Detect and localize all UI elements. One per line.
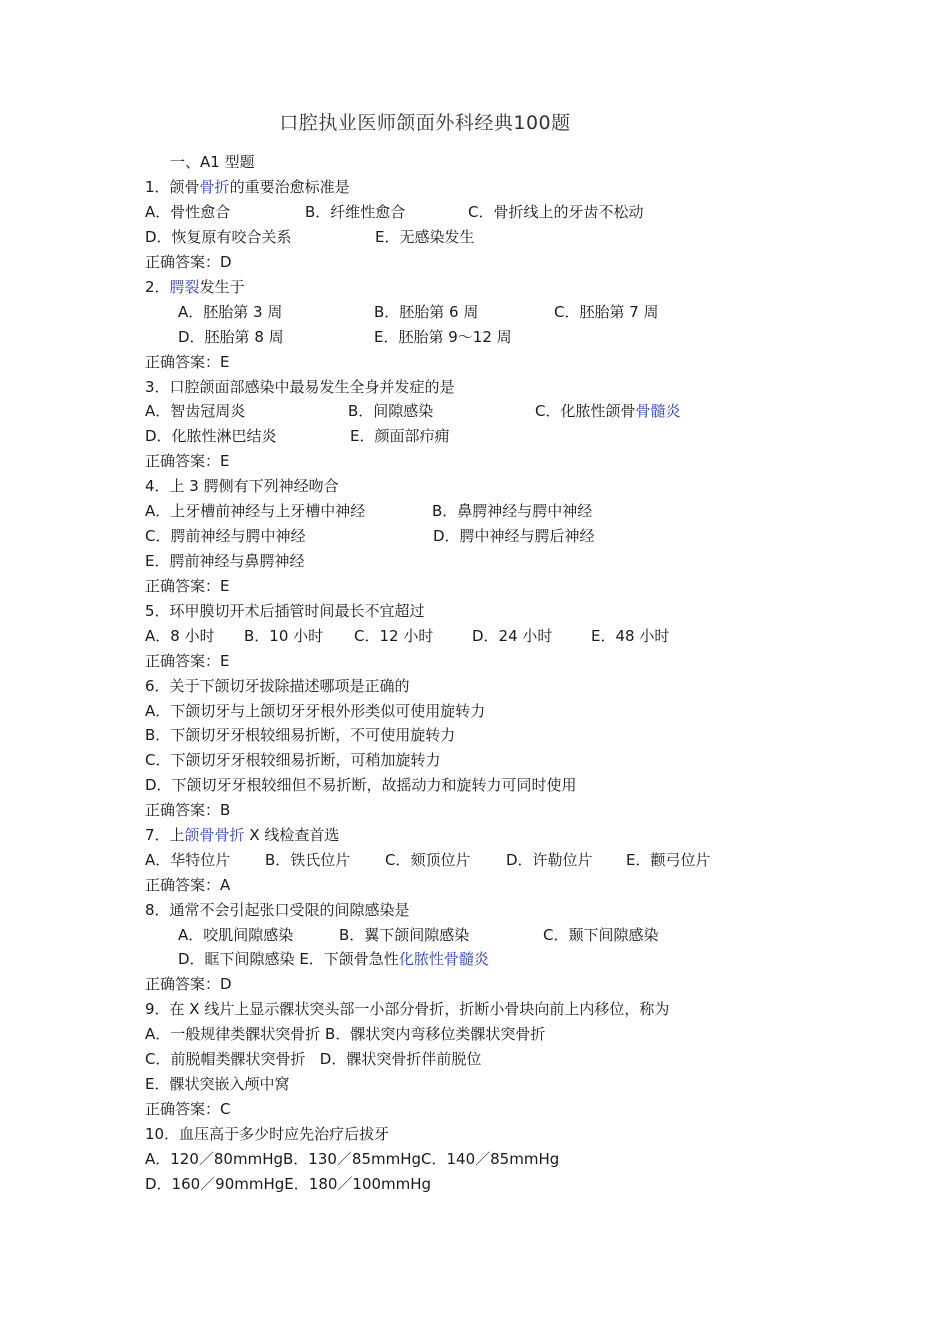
- option-c: C．12 小时: [354, 627, 434, 645]
- answer: 正确答案：E: [145, 353, 230, 371]
- question-3: 3．口腔颌面部感染中最易发生全身并发症的是: [145, 378, 455, 396]
- question-text: 发生于: [199, 278, 245, 296]
- answer: 正确答案：E: [145, 652, 230, 670]
- option-d: D．胚胎第 8 周: [178, 328, 284, 346]
- option-d: D．许勒位片: [506, 851, 593, 869]
- option-e: E．髁状突嵌入颅中窝: [145, 1075, 290, 1093]
- answer: 正确答案：A: [145, 876, 231, 894]
- question-text: X 线检查首选: [244, 826, 340, 844]
- option-b: B．纤维性愈合: [305, 203, 406, 221]
- question-text: 2．: [145, 278, 170, 296]
- question-9: 9．在 X 线片上显示髁状突头部一小部分骨折，折断小骨块向前上内移位，称为: [145, 1000, 670, 1018]
- question-8: 8．通常不会引起张口受限的间隙感染是: [145, 901, 410, 919]
- option-a: A．下颌切牙与上颌切牙牙根外形类似可使用旋转力: [145, 702, 486, 720]
- option-d: D．恢复原有咬合关系: [145, 228, 292, 246]
- option-b: B．10 小时: [244, 627, 324, 645]
- option-c: C．下颌切牙牙根较细易折断，可稍加旋转力: [145, 751, 441, 769]
- option-c: C．颏顶位片: [385, 851, 471, 869]
- answer: 正确答案：E: [145, 577, 230, 595]
- option-a: A．胚胎第 3 周: [178, 303, 283, 321]
- answer: 正确答案：B: [145, 801, 231, 819]
- option-text: D．眶下间隙感染 E．下颌骨急性: [178, 950, 399, 968]
- term-link[interactable]: 骨髓炎: [635, 402, 681, 420]
- document-title: 口腔执业医师颌面外科经典100题: [279, 112, 571, 134]
- option-a: A．智齿冠周炎: [145, 402, 246, 420]
- question-text: 的重要治愈标准是: [229, 178, 350, 196]
- option-a-b: A．一般规律类髁状突骨折 B．髁状突内弯移位类髁状突骨折: [145, 1025, 546, 1043]
- option-c: C．颞下间隙感染: [543, 926, 659, 944]
- question-7: [145, 825, 339, 845]
- option-e: E．颜面部疖痈: [350, 427, 450, 445]
- question-10: 10．血压高于多少时应先治疗后拔牙: [145, 1125, 390, 1143]
- option-a: A．咬肌间隙感染: [178, 926, 294, 944]
- option-text: C．化脓性颌骨: [535, 402, 636, 420]
- question-text: 1．颌骨: [145, 178, 200, 196]
- option-c-d: C．前脱帽类髁状突骨折 D．髁状突骨折伴前脱位: [145, 1050, 482, 1068]
- option-c: C．胚胎第 7 周: [554, 303, 659, 321]
- option-d-e: [178, 949, 489, 969]
- option-c: C．腭前神经与腭中神经: [145, 527, 306, 545]
- option-e: E．48 小时: [591, 627, 670, 645]
- question-2: [145, 277, 245, 297]
- answer: 正确答案：D: [145, 975, 232, 993]
- option-b: B．鼻腭神经与腭中神经: [432, 502, 593, 520]
- answer: 正确答案：E: [145, 452, 230, 470]
- term-link[interactable]: 腭裂: [169, 278, 200, 296]
- term-link[interactable]: 化脓性骨髓炎: [398, 950, 489, 968]
- term-link[interactable]: 颌骨骨折: [184, 826, 245, 844]
- option-d: D．化脓性淋巴结炎: [145, 427, 277, 445]
- option-d-e: D．160／90mmHgE．180／100mmHg: [145, 1175, 432, 1193]
- option-e: E．腭前神经与鼻腭神经: [145, 552, 305, 570]
- question-text: 7．上: [145, 826, 185, 844]
- answer: 正确答案：D: [145, 253, 232, 271]
- option-b: B．翼下颌间隙感染: [339, 926, 470, 944]
- section-heading: 一、A1 型题: [170, 153, 255, 171]
- option-b: B．铁氏位片: [265, 851, 351, 869]
- option-a-b-c: A．120／80mmHgB．130／85mmHgC．140／85mmHg: [145, 1150, 560, 1168]
- question-6: 6．关于下颌切牙拔除描述哪项是正确的: [145, 677, 410, 695]
- option-c: [535, 401, 681, 421]
- option-e: E．胚胎第 9～12 周: [374, 328, 512, 346]
- option-b: B．下颌切牙牙根较细易折断，不可使用旋转力: [145, 726, 456, 744]
- option-e: E．颧弓位片: [626, 851, 711, 869]
- question-4: 4．上 3 腭侧有下列神经吻合: [145, 477, 339, 495]
- option-d: D．下颌切牙牙根较细但不易折断，故摇动力和旋转力可同时使用: [145, 776, 577, 794]
- option-a: A．8 小时: [145, 627, 215, 645]
- answer: 正确答案：C: [145, 1100, 231, 1118]
- option-e: E．无感染发生: [375, 228, 475, 246]
- option-d: D．腭中神经与腭后神经: [433, 527, 595, 545]
- option-d: D．24 小时: [472, 627, 553, 645]
- option-a: A．骨性愈合: [145, 203, 231, 221]
- option-c: C．骨折线上的牙齿不松动: [468, 203, 644, 221]
- option-b: B．胚胎第 6 周: [374, 303, 479, 321]
- option-a: A．华特位片: [145, 851, 231, 869]
- term-link[interactable]: 骨折: [199, 178, 230, 196]
- option-b: B．间隙感染: [348, 402, 434, 420]
- question-5: 5．环甲膜切开术后插管时间最长不宜超过: [145, 602, 425, 620]
- option-a: A．上牙槽前神经与上牙槽中神经: [145, 502, 366, 520]
- question-1: [145, 177, 350, 197]
